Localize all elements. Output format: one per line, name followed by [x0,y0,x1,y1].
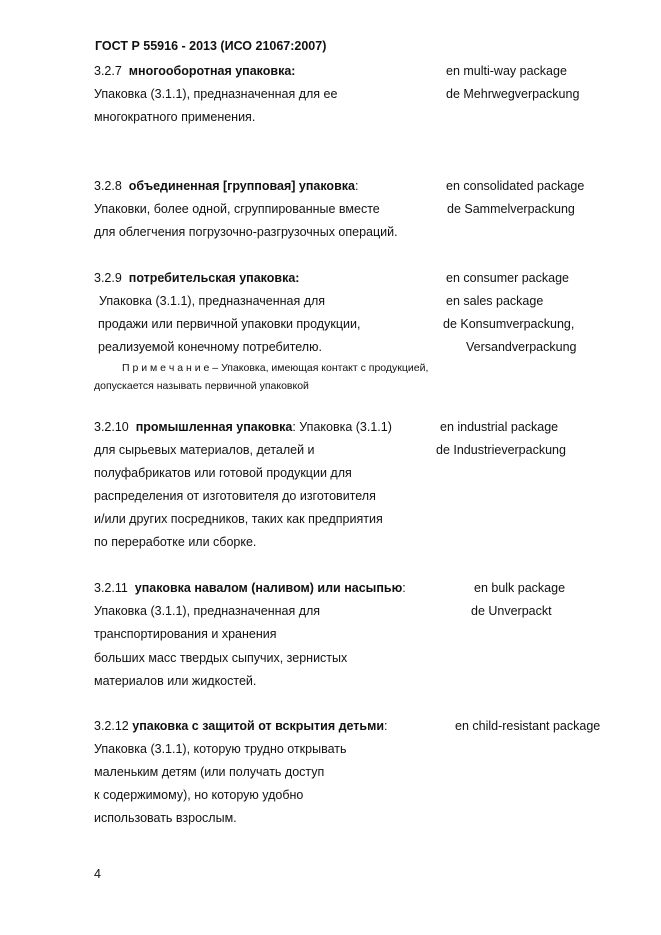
term-de: de Mehrwegverpackung [446,87,580,101]
term-colon: : [384,719,388,733]
term-en: en multi-way package [446,64,567,78]
term-number: 3.2.10 [94,420,129,434]
page-number: 4 [94,867,101,881]
note-text: – Упаковка, имеющая контакт с продукцией, [209,362,429,374]
term-definition-line: Упаковка (3.1.1), предназначенная для ее [94,87,338,101]
term-en: en consolidated package [446,179,585,193]
term-heading [94,178,358,194]
term-definition-line: по переработке или сборке. [94,535,257,549]
term-definition-line: Упаковка (3.1.1), предназначенная для [99,294,326,308]
term-note-line: допускается называть первичной упаковкой [94,380,309,392]
term-name: промышленная упаковка [135,420,293,434]
term-de: de Industrieverpackung [436,443,566,457]
term-name: упаковка с защитой от вскрытия детьми [132,719,385,733]
term-colon: : [354,179,359,193]
term-heading [94,270,299,286]
document-header: ГОСТ Р 55916 - 2013 (ИСО 21067:2007) [95,39,327,53]
term-definition-line: продажи или первичной упаковки продукции, [98,317,361,331]
term-definition-line: использовать взрослым. [94,811,237,825]
term-de: de Konsumverpackung, [443,317,575,331]
term-en: en consumer package [446,271,569,285]
term-number: 3.2.12 [94,719,129,733]
term-number: 3.2.9 [94,271,122,285]
term-number: 3.2.11 [94,581,128,595]
term-colon: : [402,581,406,595]
term-definition-line: транспортирования и хранения [94,627,277,641]
term-number: 3.2.8 [94,179,122,193]
term-heading [94,718,388,734]
term-definition-line: к содержимому), но которую удобно [94,788,304,802]
term-definition-line: Упаковка (3.1.1), предназначенная для [94,604,321,618]
term-definition-start: : Упаковка (3.1.1) [292,420,392,434]
term-definition-line: больших масс твердых сыпучих, зернистых [94,651,348,665]
term-en: en bulk package [474,581,566,595]
term-definition-line: для сырьевых материалов, деталей и [94,443,315,457]
term-number: 3.2.7 [94,64,122,78]
term-de: Versandverpackung [466,340,577,354]
term-definition-line: распределения от изготовителя до изготовителя [94,489,376,503]
term-name: потребительская упаковка: [128,271,300,285]
term-name: упаковка навалом (наливом) или насыпью [134,581,403,595]
term-note [122,360,428,376]
term-definition-line: полуфабрикатов или готовой продукции для [94,466,352,480]
term-name: многооборотная упаковка: [128,64,296,78]
term-de: de Unverpackt [471,604,552,618]
term-definition-line: многократного применения. [94,110,256,124]
term-de: de Sammelverpackung [447,202,575,216]
term-definition-line: реализуемой конечному потребителю. [98,340,322,354]
term-definition-line: маленьким детям (или получать доступ [94,765,325,779]
term-heading [94,419,392,435]
term-definition-line: Упаковка (3.1.1), которую трудно открывать [94,742,347,756]
term-en: en child-resistant package [455,719,601,733]
term-en: en sales package [446,294,544,308]
term-definition-line: и/или других посредников, таких как предприятия [94,512,383,526]
note-label: П р и м е ч а н и е [122,362,210,374]
term-definition-line: Упаковки, более одной, сгруппированные вместе [94,202,380,216]
term-heading [94,580,406,596]
term-en: en industrial package [440,420,559,434]
term-definition-line: для облегчения погрузочно-разгрузочных операций. [94,225,398,239]
term-heading [94,63,295,79]
term-definition-line: материалов или жидкостей. [94,674,257,688]
term-name: объединенная [групповая] упаковка [128,179,355,193]
